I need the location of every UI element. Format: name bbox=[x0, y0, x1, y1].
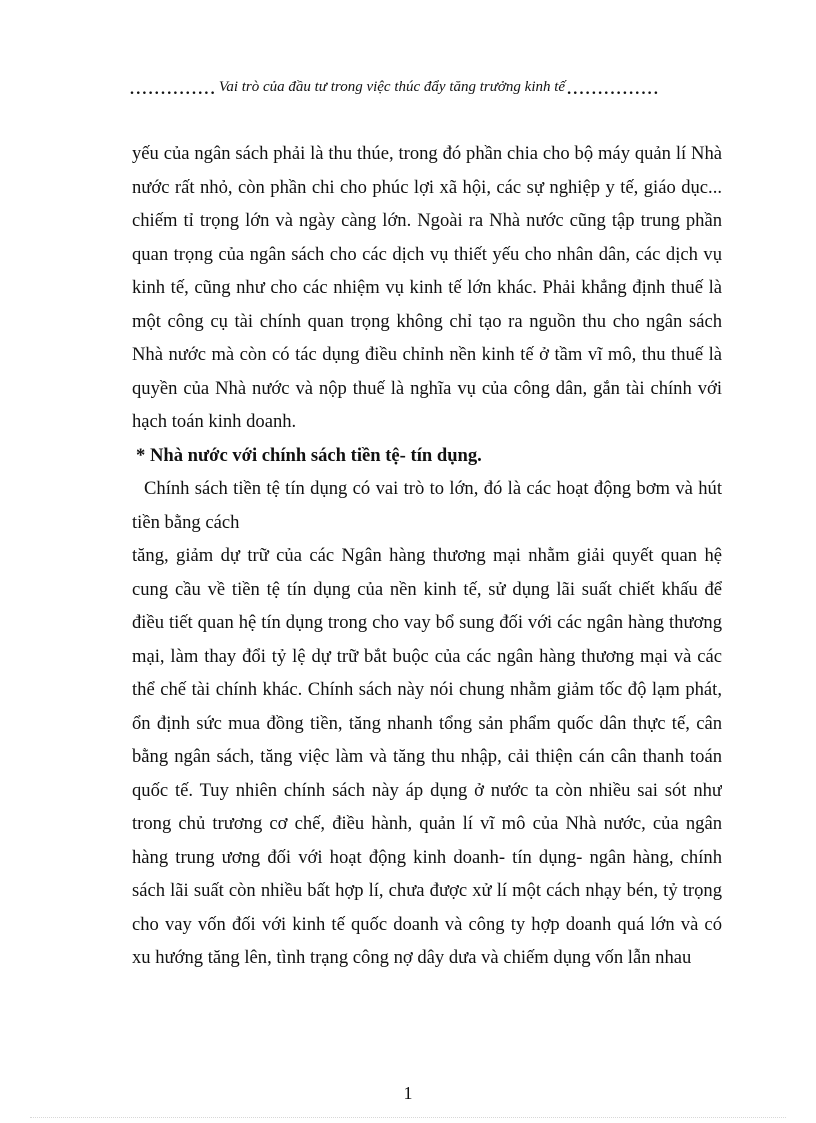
text-line: bằng ngân sách, tăng việc làm và tăng thu nhập, cải thiện cán cân thanh toán bbox=[132, 746, 722, 767]
text-line: kinh tế, cũng như cho các nhiệm vụ kinh tế lớn khác. Phải khẳng định thuế là bbox=[132, 277, 722, 298]
running-header bbox=[130, 74, 722, 98]
page-number: 1 bbox=[403, 1083, 413, 1103]
page-bottom-border bbox=[30, 1117, 786, 1118]
header-title: Vai trò của đầu tư trong việc thúc đẩy tăng trưởng kinh tế bbox=[218, 79, 566, 95]
text-line: hạch toán kinh doanh. bbox=[132, 411, 297, 432]
text-line: xu hướng tăng lên, tình trạng công nợ dây dưa và chiếm dụng vốn lẫn nhau bbox=[132, 947, 692, 968]
text-line: ổn định sức mua đồng tiền, tăng nhanh tổng sản phẩm quốc dân thực tế, cân bbox=[132, 712, 722, 734]
text-line: quyền của Nhà nước và nộp thuế là nghĩa vụ của công dân, gắn tài chính với bbox=[132, 377, 722, 399]
text-line: yếu của ngân sách phải là thu thúe, trong đó phần chia cho bộ máy quản lí Nhà bbox=[132, 143, 722, 164]
header-dots-right: ............... bbox=[567, 81, 661, 98]
text-line: tiền bằng cách bbox=[132, 511, 240, 533]
text-line: quốc tế. Tuy nhiên chính sách này áp dụng ở nước ta còn nhiều sai sót như bbox=[132, 779, 722, 801]
header-dots-left: .............. bbox=[130, 81, 217, 98]
text-line: cung cầu về tiền tệ tín dụng của nền kinh tế, sử dụng lãi suất chiết khấu để bbox=[132, 578, 722, 600]
text-line: thể chế tài chính khác. Chính sách này nói chung nhằm giảm tốc độ lạm phát, bbox=[132, 679, 722, 700]
text-line: tăng, giảm dự trữ của các Ngân hàng thương mại nhằm giải quyết quan hệ bbox=[132, 545, 722, 566]
text-line: nước rất nhỏ, còn phần chi cho phúc lợi xã hội, các sự nghiệp y tế, giáo dục... bbox=[132, 176, 722, 198]
text-line: chiếm tỉ trọng lớn và ngày càng lớn. Ngoài ra Nhà nước cũng tập trung phần bbox=[132, 210, 722, 231]
text-line: sách lãi suất còn nhiều bất hợp lí, chưa được xử lí một cách nhạy bén, tỷ trọng bbox=[132, 880, 722, 901]
body-text bbox=[132, 137, 722, 975]
text-line: một công cụ tài chính quan trọng không chỉ tạo ra nguồn thu cho ngân sách bbox=[132, 310, 722, 332]
text-line: trong chủ trương cơ chế, điều hành, quản lí vĩ mô của Nhà nước, của ngân bbox=[132, 813, 722, 834]
text-line: quan trọng của ngân sách cho các dịch vụ thiết yếu cho nhân dân, các dịch vụ bbox=[132, 243, 722, 265]
text-line: điều tiết quan hệ tín dụng trong cho vay bổ sung đối với các ngân hàng thương bbox=[132, 612, 722, 633]
text-line: Chính sách tiền tệ tín dụng có vai trò to lớn, đó là các hoạt động bơm và hút bbox=[144, 478, 722, 499]
text-line: cho vay vốn đối với kinh tế quốc doanh và công ty hợp doanh quá lớn và có bbox=[132, 913, 722, 935]
text-line: hàng trung ương đối với hoạt động kinh doanh- tín dụng- ngân hàng, chính bbox=[132, 846, 722, 868]
text-line: Nhà nước mà còn có tác dụng điều chỉnh nền kinh tế ở tầm vĩ mô, thu thuế là bbox=[132, 344, 722, 365]
section-heading: * Nhà nước với chính sách tiền tệ- tín dụng. bbox=[136, 444, 482, 466]
text-line: mại, làm thay đổi tỷ lệ dự trữ bắt buộc của các ngân hàng thương mại và các bbox=[132, 645, 722, 667]
